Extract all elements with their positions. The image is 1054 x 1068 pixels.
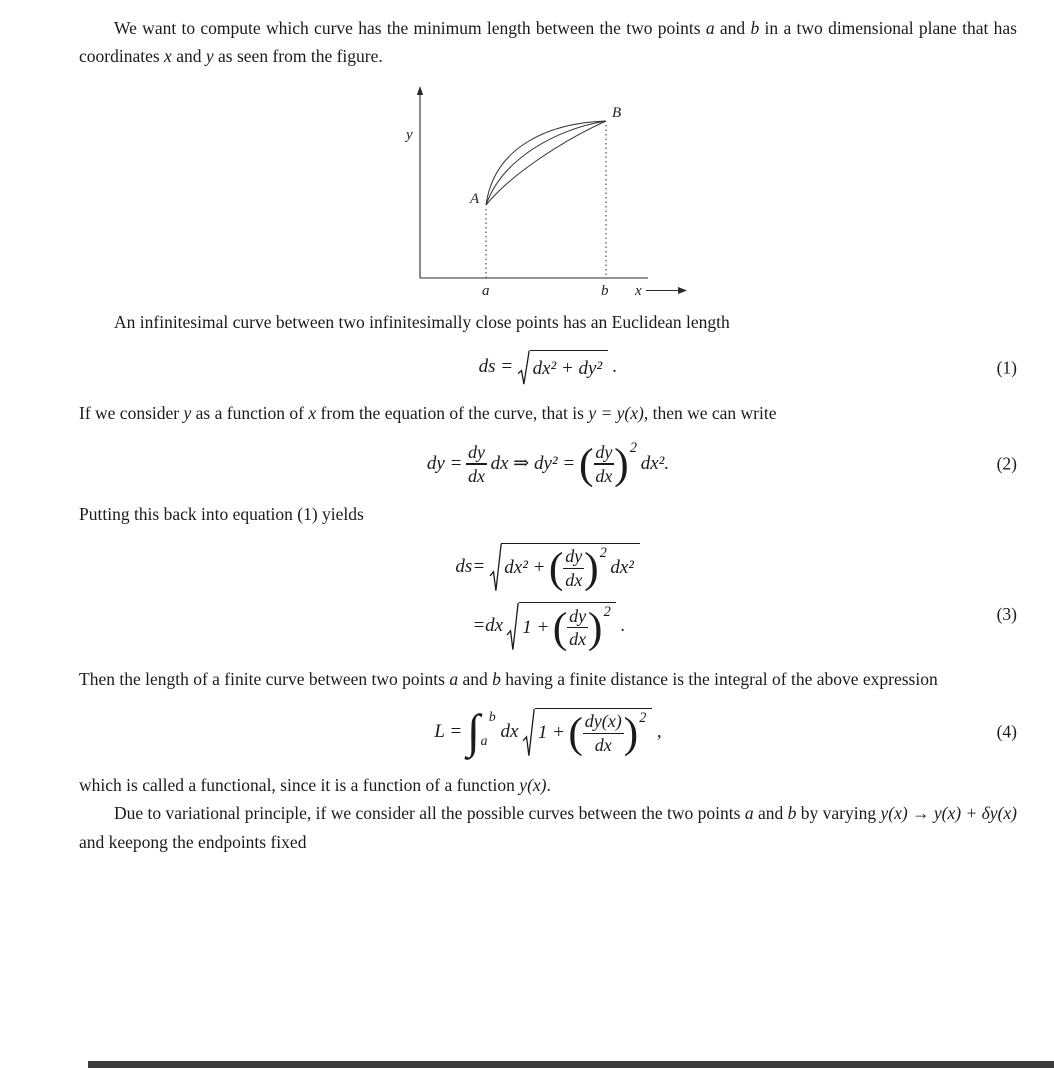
fraction-numerator: dy: [467, 441, 485, 462]
equation-4-body: [434, 705, 662, 758]
fraction: [583, 711, 624, 756]
paren-group: [549, 546, 607, 591]
paragraph-euclidean-length: [79, 308, 1017, 336]
paragraph-y-function: [79, 399, 1017, 427]
x-tick-a-label: a: [482, 282, 490, 298]
x-direction-arrowhead: [678, 287, 687, 294]
math-inline: b: [492, 669, 501, 690]
equation-2-body: [426, 439, 670, 488]
equation-4-number: (4): [996, 721, 1017, 742]
equation-1-number: (1): [996, 357, 1017, 378]
fraction: [563, 546, 584, 591]
fraction-bar: [563, 568, 584, 569]
text-run: in a two dimensional plane that has coordinates: [79, 18, 1017, 67]
math-inline: y(x): [519, 775, 547, 796]
fraction-bar: [594, 463, 615, 464]
radicand: [530, 350, 608, 385]
paragraph-intro: [79, 14, 1017, 71]
eq2-tail: dx².: [640, 452, 670, 474]
equation-1-body: [479, 350, 618, 385]
eq4-dx: dx: [500, 720, 519, 742]
fraction-denominator: dx: [594, 735, 612, 756]
radical-sign: [523, 708, 535, 757]
eq3-radicand-pre: dx² +: [504, 557, 546, 579]
eq4-radicand-pre: 1 +: [537, 722, 565, 744]
math-inline: a: [449, 669, 459, 690]
right-paren: ): [614, 439, 629, 488]
text-run: from the equation of the curve, that is: [316, 403, 589, 424]
equation-3-number: (3): [996, 604, 1017, 625]
eq3-radicand-post: dx²: [610, 557, 634, 579]
text-run: and: [171, 46, 206, 67]
paragraph-substitute: [79, 500, 1017, 528]
math-inline: y: [183, 403, 192, 424]
point-a-label: A: [470, 190, 480, 207]
fraction-denominator: dx: [467, 465, 485, 486]
eq4-lhs: L =: [434, 720, 463, 742]
curve-3: [486, 121, 606, 205]
fraction-denominator: dx: [565, 570, 583, 591]
math-inline: y = y(x): [588, 403, 644, 424]
integral-upper-limit: b: [488, 709, 496, 725]
radicand: [535, 708, 652, 757]
math-inline: x: [164, 46, 172, 67]
math-inline: y: [205, 46, 214, 67]
sqrt: [523, 708, 652, 757]
text-run: Due to variational principle, if we consider all the possible curves between the two points: [114, 803, 745, 824]
document-content: [79, 0, 1017, 856]
text-run: as seen from the figure.: [213, 46, 383, 67]
exponent: 2: [629, 439, 637, 456]
fraction-denominator: dx: [569, 629, 587, 650]
figure-curves: [398, 83, 698, 298]
paren-group: [568, 711, 646, 756]
right-paren: ): [623, 709, 639, 758]
eq1-lhs: ds =: [478, 356, 514, 378]
fraction: [466, 442, 487, 487]
text-run: Putting this back into equation (1) yields: [79, 504, 364, 525]
eq4-comma: ,: [656, 720, 662, 742]
left-paren: (: [548, 544, 564, 593]
equation-3: [79, 543, 1017, 652]
text-run: by varying: [796, 803, 881, 824]
eq3-radicand2-pre: 1 +: [522, 616, 550, 638]
text-run: and: [458, 669, 493, 690]
equation-1: [79, 350, 1017, 385]
math-inline: x: [308, 403, 317, 424]
math-inline: b: [787, 803, 797, 824]
left-paren: (: [578, 439, 594, 488]
sqrt: [507, 602, 616, 651]
integral-lower-limit: a: [480, 732, 488, 748]
math-inline: b: [750, 18, 760, 38]
eq1-period: .: [612, 356, 618, 378]
integral-group: [466, 705, 496, 758]
eq2-lhs: dy =: [426, 452, 463, 474]
text-run: We want to compute which curve has the minimum length between the two points: [114, 18, 706, 38]
equation-3-body: [455, 543, 640, 652]
text-run: .: [546, 775, 551, 796]
exponent: 2: [639, 709, 647, 726]
paren-group: [578, 439, 637, 488]
fraction-numerator: dy: [565, 546, 583, 567]
curve-2: [486, 121, 606, 205]
radicand: [519, 602, 616, 651]
fraction-denominator: dx: [595, 465, 613, 486]
text-run: If we consider: [79, 403, 184, 424]
text-run: and keepong the endpoints fixed: [79, 831, 307, 852]
fraction-numerator: dy: [595, 441, 613, 462]
x-tick-b-label: b: [601, 282, 609, 298]
text-run: Then the length of a finite curve between two points: [79, 669, 450, 690]
right-paren: ): [584, 544, 599, 593]
fraction-bar: [567, 627, 588, 628]
radical-sign: [518, 350, 530, 385]
left-paren: (: [568, 709, 583, 758]
eq2-middle: dx ⇒ dy² =: [490, 452, 576, 474]
text-run: as a function of: [191, 403, 309, 424]
text-run: and: [714, 18, 751, 38]
radical-sign: [507, 602, 519, 651]
paren-group: [552, 603, 611, 652]
y-axis-label: y: [406, 126, 413, 143]
math-inline: a: [705, 18, 715, 38]
exponent: 2: [599, 544, 607, 561]
text-run: which is called a functional, since it is a function of a function: [79, 775, 520, 796]
radicand: [501, 543, 639, 592]
eq3-line2-prefix: =dx: [472, 615, 504, 637]
fraction: [594, 442, 615, 487]
text-run: An infinitesimal curve between two infinitesimally close points has an Euclidean length: [114, 311, 730, 332]
fraction-numerator: dy(x): [584, 711, 622, 732]
eq1-radicand-text: dx² + dy²: [532, 357, 603, 379]
eq3-lhs: ds: [455, 555, 473, 577]
radical-sign: [490, 543, 502, 592]
sqrt: [518, 350, 608, 385]
math-inline: y(x) → y(x) + δy(x): [880, 803, 1017, 824]
text-run: having a finite distance is the integral of the above expression: [500, 669, 938, 690]
point-b-label: B: [612, 104, 622, 121]
text-run: and: [753, 803, 788, 824]
sqrt: [490, 543, 640, 592]
eq3-period: .: [620, 615, 626, 637]
eq3-line1: [472, 543, 640, 592]
y-axis-arrowhead: [417, 86, 423, 95]
equation-2: [79, 439, 1017, 488]
paragraph-finite-length: [79, 665, 1017, 693]
integral-sign: ∫: [466, 705, 480, 758]
figure-container: [79, 83, 1017, 298]
fraction-bar: [583, 733, 624, 734]
exponent: 2: [603, 603, 611, 620]
curve-1: [486, 121, 606, 205]
x-axis-label: x: [635, 282, 642, 298]
bottom-bar: [88, 1061, 1054, 1068]
fraction-numerator: dy: [569, 605, 587, 626]
math-inline: a: [744, 803, 754, 824]
eq3-line2: [472, 602, 640, 651]
paragraph-variational: [79, 799, 1017, 856]
text-run: , then we can write: [643, 403, 777, 424]
right-paren: ): [587, 603, 603, 652]
left-paren: (: [552, 603, 568, 652]
paragraph-functional: [79, 771, 1017, 799]
integral-limits: [480, 709, 496, 757]
equals-sign: =: [472, 555, 486, 577]
equation-2-number: (2): [996, 453, 1017, 474]
fraction: [567, 606, 588, 651]
fraction-bar: [466, 463, 487, 464]
equation-4: [79, 705, 1017, 758]
